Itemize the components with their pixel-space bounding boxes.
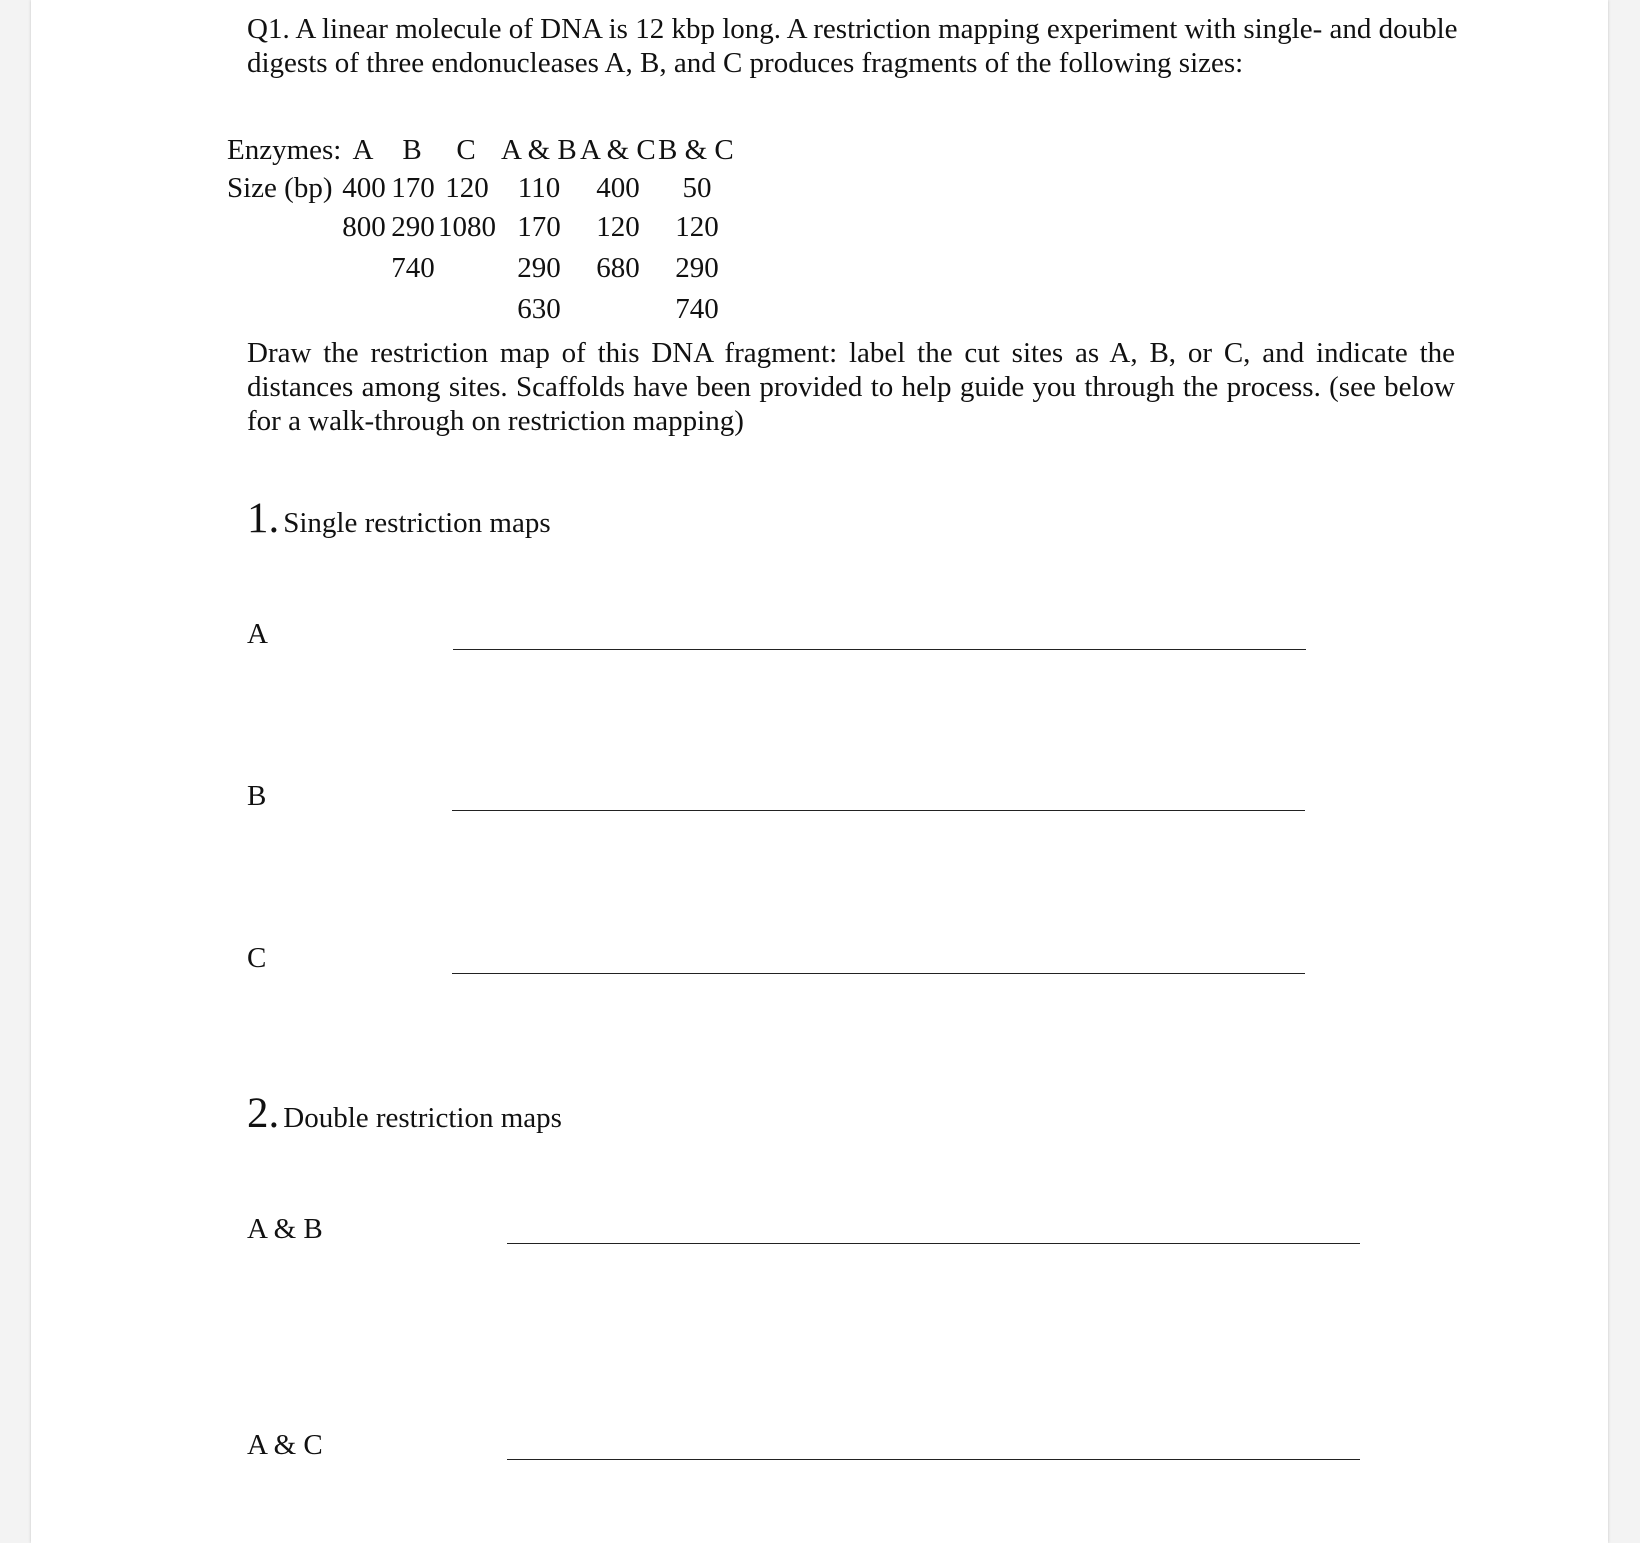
cell-c-2: 1080 xyxy=(438,211,496,243)
cell-ab-2: 170 xyxy=(517,211,561,243)
worksheet-page xyxy=(31,0,1608,1543)
cell-bc-4: 740 xyxy=(675,293,719,325)
instructions-text: Draw the restriction map of this DNA fragment: label the cut sites as A, B, or C, and indicate the distances among sites. Scaffolds have been provided to help guide you through the process. (see below for a walk-through on restriction mapping) xyxy=(247,337,1455,437)
map-line-a-and-c[interactable] xyxy=(507,1459,1360,1460)
header-c: C xyxy=(456,134,476,166)
map-label-a: A xyxy=(247,618,268,650)
cell-ab-3: 290 xyxy=(517,252,561,284)
section-2-heading xyxy=(247,1089,562,1138)
section-1-title: Single restriction maps xyxy=(283,507,551,539)
cell-b-1: 170 xyxy=(391,172,435,204)
cell-bc-3: 290 xyxy=(675,252,719,284)
section-1-heading xyxy=(247,494,551,543)
cell-a-1: 400 xyxy=(342,172,386,204)
map-label-a-and-b: A & B xyxy=(247,1213,323,1245)
enzymes-row-label: Enzymes: xyxy=(227,134,342,166)
cell-ac-3: 680 xyxy=(596,252,640,284)
header-a-and-c: A & C xyxy=(580,134,656,166)
cell-bc-1: 50 xyxy=(682,172,712,204)
cell-a-2: 800 xyxy=(342,211,386,243)
cell-ab-1: 110 xyxy=(517,172,561,204)
cell-b-2: 290 xyxy=(391,211,435,243)
cell-b-3: 740 xyxy=(391,252,435,284)
section-2-number: 2. xyxy=(247,1090,280,1137)
map-line-a[interactable] xyxy=(453,649,1306,650)
cell-c-1: 120 xyxy=(445,172,489,204)
cell-ac-2: 120 xyxy=(596,211,640,243)
cell-bc-2: 120 xyxy=(675,211,719,243)
map-label-c: C xyxy=(247,942,267,974)
map-line-b[interactable] xyxy=(452,810,1305,811)
section-1-number: 1. xyxy=(247,495,280,542)
size-row-label: Size (bp) xyxy=(227,172,333,204)
map-label-a-and-c: A & C xyxy=(247,1429,323,1461)
cell-ab-4: 630 xyxy=(517,293,561,325)
map-label-b: B xyxy=(247,780,267,812)
question-text: Q1. A linear molecule of DNA is 12 kbp long. A restriction mapping experiment with single- and double digests of three endonucleases A, B, and C produces fragments of the following sizes: xyxy=(247,13,1458,79)
map-line-a-and-b[interactable] xyxy=(507,1243,1360,1244)
header-b-and-c: B & C xyxy=(658,134,734,166)
header-b: B xyxy=(402,134,422,166)
section-2-title: Double restriction maps xyxy=(283,1102,562,1134)
header-a: A xyxy=(352,134,374,166)
cell-ac-1: 400 xyxy=(596,172,640,204)
map-line-c[interactable] xyxy=(452,973,1305,974)
header-a-and-b: A & B xyxy=(501,134,577,166)
